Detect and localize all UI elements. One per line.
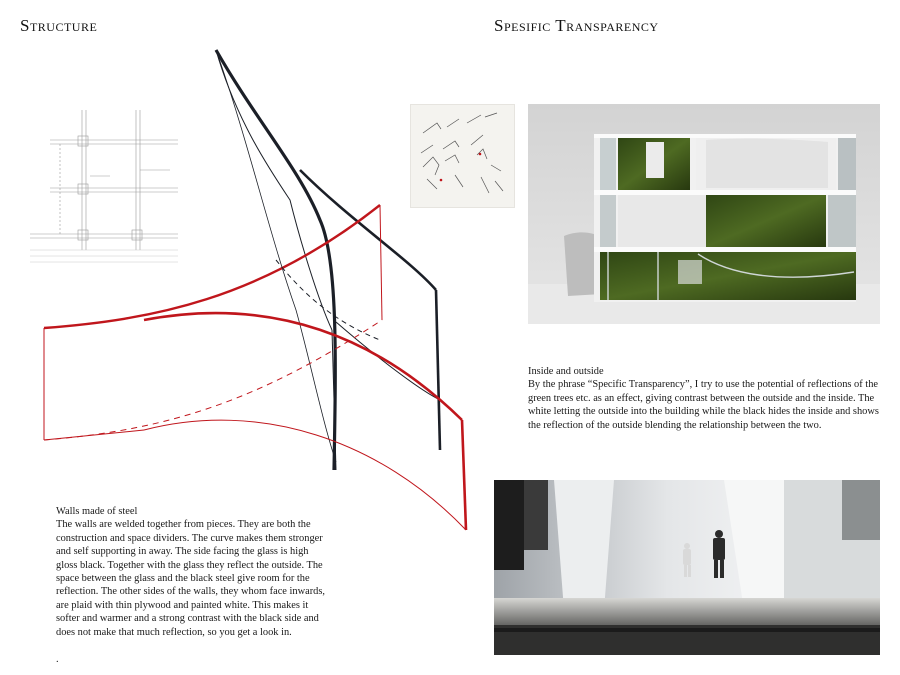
inside-outside-caption — [528, 365, 882, 432]
walls-caption — [56, 505, 326, 666]
interior-photo — [494, 480, 880, 655]
walls-heading: Walls made of steel — [56, 506, 138, 517]
inside-outside-heading: Inside and outside — [528, 366, 604, 377]
section-sketch — [30, 100, 178, 270]
walls-trailing-mark: . — [56, 654, 59, 666]
inside-outside-body: By the phrase “Specific Transparency”, I try to use the potential of reflections of the green trees etc. as an effect, giving contrast between the outside and the inside. The white letting the outside into the building while the black hides the inside and shows the reflection of the outside blending the relationship between the two. — [528, 379, 879, 431]
structure-title: Structure — [20, 16, 98, 35]
transparency-title: Spesific Transparency — [494, 16, 659, 35]
walls-body: The walls are welded together from pieces. They are both the construction and space dividers. The curve makes them stronger and self supporting in away. The side facing the glass is high gloss black. Together with the glass they reflect the outside. The space between the glass and the black steel give room for the reflection. The other sides of the walls, they whom face inwards, are plaid with thin plywood and painted white. This makes it softer and warmer and a strong contrast with the black side and does not make that much reflection, so you get a look in. — [56, 519, 326, 638]
model-photo — [528, 104, 880, 324]
line-sketch — [410, 104, 515, 208]
